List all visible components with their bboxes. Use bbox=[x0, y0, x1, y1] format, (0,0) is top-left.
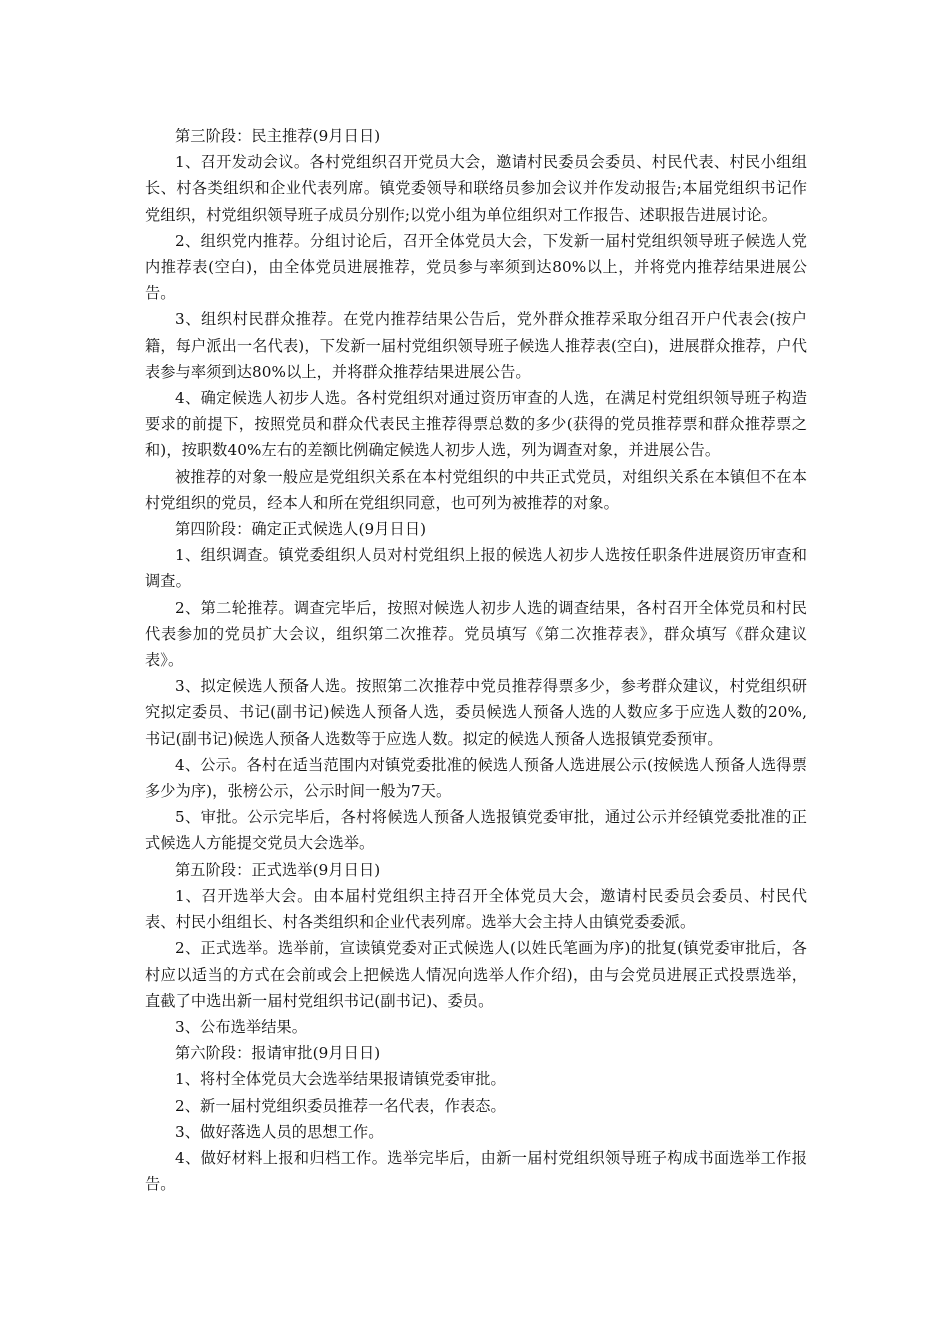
paragraph: 1、召开发动会议。各村党组织召开党员大会，邀请村民委员会委员、村民代表、村民小组组长、村各类组织和企业代表列席。镇党委领导和联络员参加会议并作发动报告;本届党组织书记作党组织，村党组织领导班子成员分别作;以党小组为单位组织对工作报告、述职报告进展讨论。 bbox=[145, 153, 807, 224]
paragraph: 2、正式选举。选举前，宣读镇党委对正式候选人(以姓氏笔画为序)的批复(镇党委审批后，各村应以适当的方式在会前或会上把候选人情况向选举人作介绍)，由与会党员进展正式投票选举，直截了中选出新一届村党组织书记(副书记)、委员。 bbox=[145, 939, 807, 1010]
section-heading-stage-3: 第三阶段：民主推荐(9月日日) bbox=[175, 127, 381, 145]
paragraph: 3、公布选举结果。 bbox=[175, 1017, 308, 1036]
paragraph: 2、组织党内推荐。分组讨论后，召开全体党员大会，下发新一届村党组织领导班子候选人党内推荐表(空白)，由全体党员进展推荐，党员参与率须到达80%以上，并将党内推荐结果进展公告。 bbox=[145, 231, 807, 303]
paragraph: 2、第二轮推荐。调查完毕后，按照对候选人初步人选的调查结果，各村召开全体党员和村民代表参加的党员扩大会议，组织第二次推荐。党员填写《第二次推荐表》，群众填写《群众建议表》。 bbox=[145, 598, 807, 670]
section-heading-stage-4: 第四阶段：确定正式候选人(9月日日) bbox=[175, 520, 427, 539]
section-heading-stage-6: 第六阶段：报请审批(9月日日) bbox=[175, 1044, 381, 1063]
paragraph: 1、将村全体党员大会选举结果报请镇党委审批。 bbox=[175, 1070, 506, 1089]
paragraph: 4、公示。各村在适当范围内对镇党委批准的候选人预备人选进展公示(按候选人预备人选得票多少为序)，张榜公示，公示时间一般为7天。 bbox=[145, 755, 807, 801]
paragraph: 3、组织村民群众推荐。在党内推荐结果公告后，党外群众推荐采取分组召开户代表会(按户籍，每户派出一名代表)，下发新一届村党组织领导班子候选人推荐表(空白)，进展群众推荐，户代表参与率须到达80%以上，并将群众推荐结果进展公告。 bbox=[145, 310, 807, 381]
paragraph: 3、做好落选人员的思想工作。 bbox=[175, 1122, 384, 1141]
paragraph: 4、确定候选人初步人选。各村党组织对通过资历审查的人选，在满足村党组织领导班子构造要求的前提下，按照党员和群众代表民主推荐得票总数的多少(获得的党员推荐票和群众推荐票之和)，按职数40%左右的差额比例确定候选人初步人选，列为调查对象，并进展公告。 bbox=[145, 389, 807, 460]
paragraph: 被推荐的对象一般应是党组织关系在本村党组织的中共正式党员，对组织关系在本镇但不在本村党组织的党员，经本人和所在党组织同意，也可列为被推荐的对象。 bbox=[145, 467, 807, 512]
paragraph: 3、拟定候选人预备人选。按照第二次推荐中党员推荐得票多少，参考群众建议，村党组织研究拟定委员、书记(副书记)候选人预备人选，委员候选人预备人选的人数应多于应选人数的20%,书记(副书记)候选人预备人选数等于应选人数。拟定的候选人预备人选报镇党委预审。 bbox=[145, 677, 807, 748]
paragraph: 1、组织调查。镇党委组织人员对村党组织上报的候选人初步人选按任职条件进展资历审查和调查。 bbox=[145, 546, 807, 591]
section-heading-stage-5: 第五阶段：正式选举(9月日日) bbox=[175, 860, 381, 879]
paragraph: 2、新一届村党组织委员推荐一名代表，作表态。 bbox=[175, 1096, 506, 1115]
paragraph: 4、做好材料上报和归档工作。选举完毕后，由新一届村党组织领导班子构成书面选举工作报告。 bbox=[145, 1148, 807, 1194]
paragraph: 1、召开选举大会。由本届村党组织主持召开全体党员大会，邀请村民委员会委员、村民代表、村民小组组长、村各类组织和企业代表列席。选举大会主持人由镇党委委派。 bbox=[145, 886, 807, 932]
paragraph: 5、审批。公示完毕后，各村将候选人预备人选报镇党委审批，通过公示并经镇党委批准的正式候选人方能提交党员大会选举。 bbox=[145, 808, 807, 853]
